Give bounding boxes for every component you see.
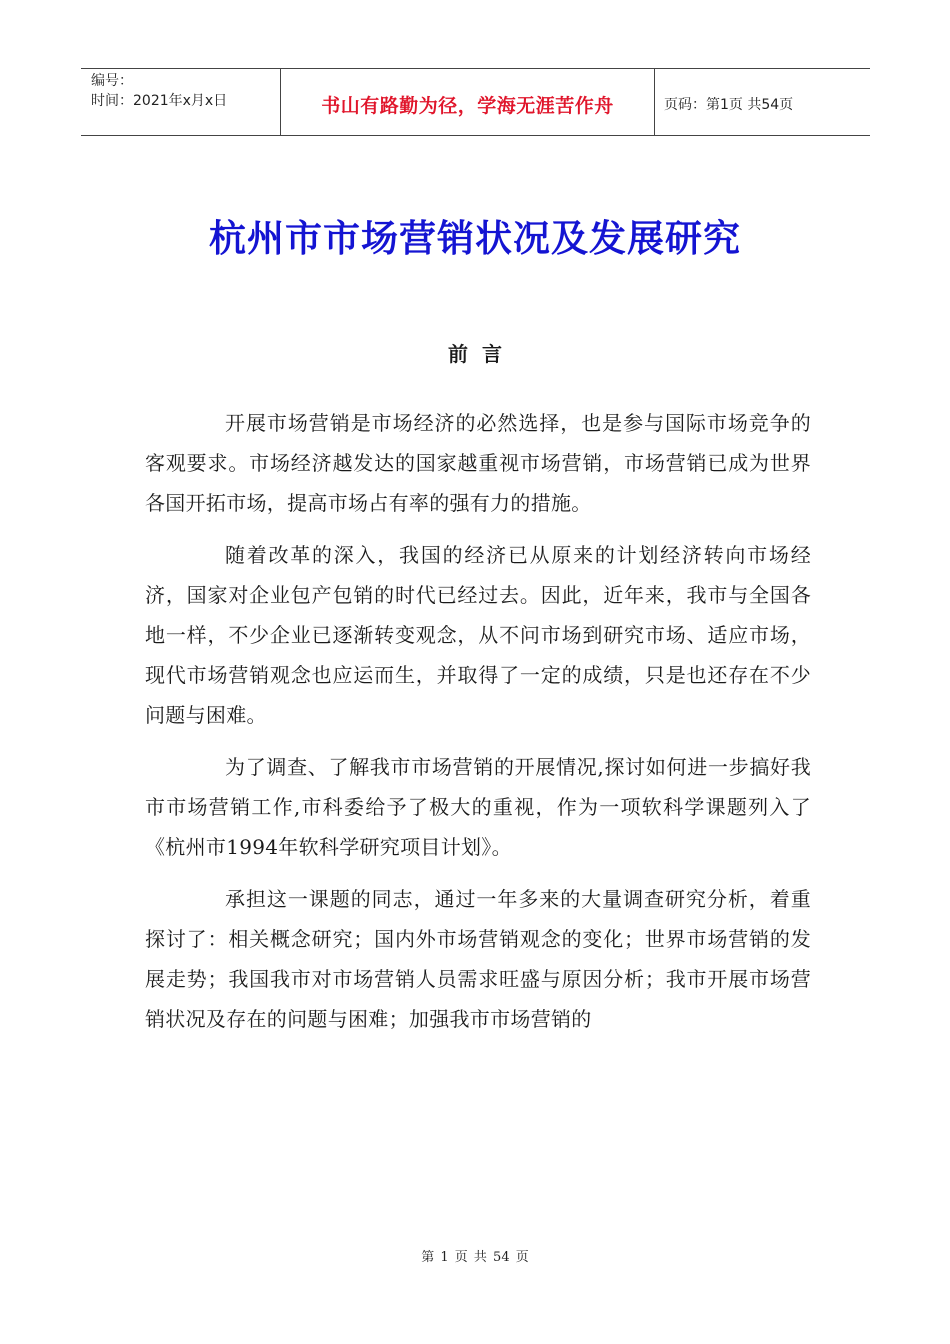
document-body bbox=[145, 403, 811, 1051]
body-paragraph: 随着改革的深入，我国的经济已从原来的计划经济转向市场经济，国家对企业包产包销的时代已经过去。因此，近年来，我市与全国各地一样，不少企业已逐渐转变观念，从不问市场到研究市场、适应市场，现代市场营销观念也应运而生，并取得了一定的成绩，只是也还存在不少问题与困难。 bbox=[145, 543, 811, 727]
header-motto: 书山有路勤为径，学海无涯苦作舟 bbox=[321, 94, 614, 117]
page-footer: 第 1 页 共 54 页 bbox=[421, 1250, 529, 1265]
document-date-label: 时间：2021年x月x日 bbox=[91, 93, 228, 109]
section-heading-preface: 前言 bbox=[448, 342, 516, 366]
body-paragraph: 开展市场营销是市场经济的必然选择，也是参与国际市场竞争的客观要求。市场经济越发达的国家越重视市场营销，市场营销已成为世界各国开拓市场，提高市场占有率的强有力的措施。 bbox=[145, 411, 811, 515]
document-title: 杭州市市场营销状况及发展研究 bbox=[209, 217, 741, 260]
body-paragraph: 承担这一课题的同志，通过一年多来的大量调查研究分析，着重探讨了：相关概念研究；国内外市场营销观念的变化；世界市场营销的发展走势；我国我市对市场营销人员需求旺盛与原因分析；我市开展市场营销状况及存在的问题与困难；加强我市市场营销的 bbox=[145, 887, 811, 1031]
document-header-table bbox=[81, 68, 870, 136]
header-meta-cell bbox=[81, 69, 281, 135]
header-motto-cell bbox=[281, 69, 655, 135]
header-page-info: 页码：第1页 共54页 bbox=[664, 97, 794, 113]
header-page-cell bbox=[655, 69, 870, 135]
body-paragraph: 为了调查、了解我市市场营销的开展情况,探讨如何进一步搞好我市市场营销工作,市科委给予了极大的重视，作为一项软科学课题列入了《杭州市1994年软科学研究项目计划》。 bbox=[145, 755, 811, 859]
document-number-label: 编号： bbox=[91, 73, 133, 89]
